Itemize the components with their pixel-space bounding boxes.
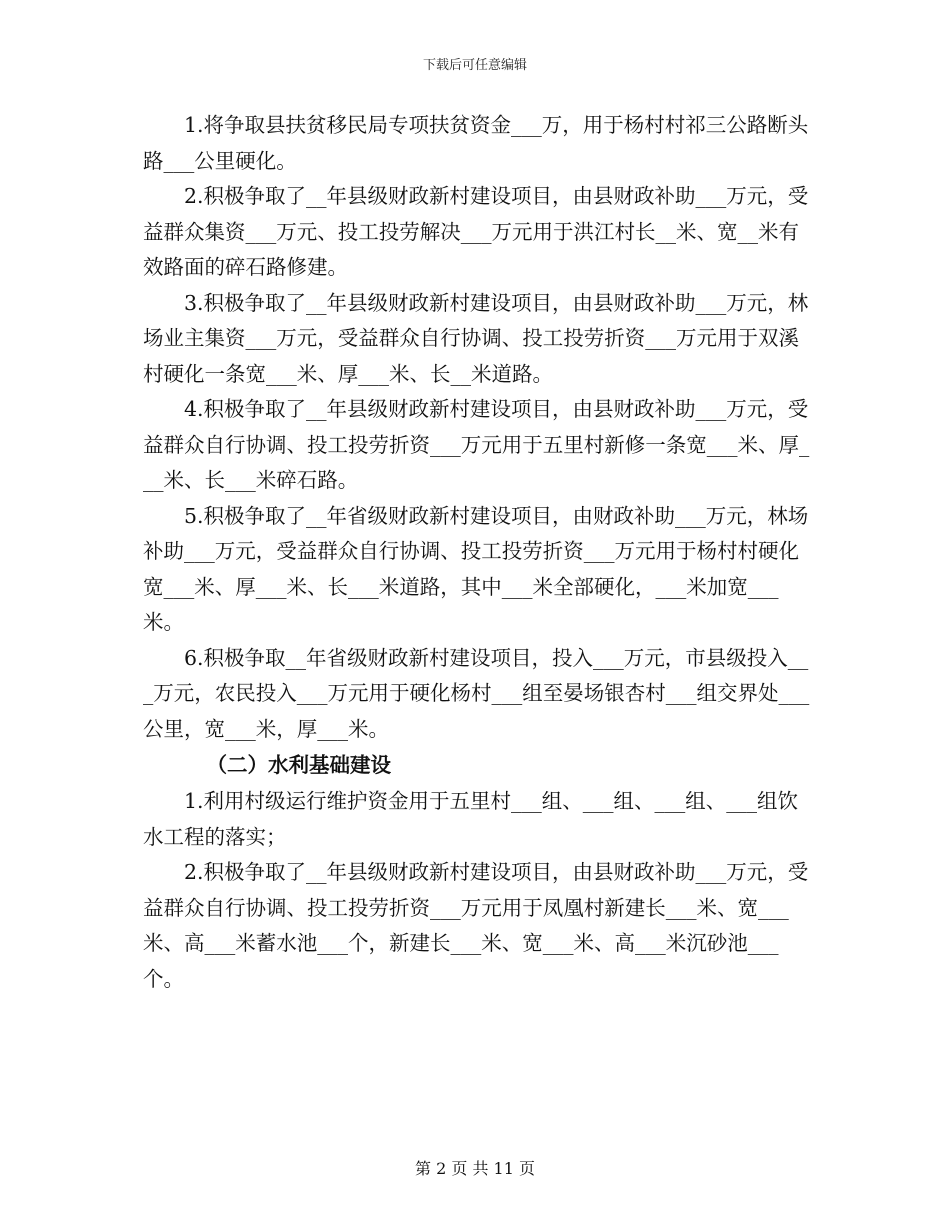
paragraph-road-4: 4.积极争取了__年县级财政新村建设项目，由县财政补助___万元，受益群众自行协调、投工投劳折资___万元用于五里村新修一条宽___米、厚___米、长___米碎石路。: [143, 397, 810, 492]
paragraph-road-2: 2.积极争取了__年县级财政新村建设项目，由县财政补助___万元，受益群众集资___万元、投工投劳解决___万元用于洪江村长__米、宽__米有效路面的碎石路修建。: [143, 184, 809, 279]
page-number: 第 2 页 共 11 页: [415, 1159, 535, 1178]
document-body: [143, 108, 815, 997]
paragraph-water-1: 1.利用村级运行维护资金用于五里村___组、___组、___组、___组饮水工程的落实；: [143, 789, 799, 849]
paragraph-road-3: 3.积极争取了__年县级财政新村建设项目，由县财政补助___万元，林场业主集资___万元，受益群众自行协调、投工投劳折资___万元用于双溪村硬化一条宽___米、厚___米、长__米道路。: [143, 290, 809, 386]
paragraph-road-1: 1.将争取县扶贫移民局专项扶贫资金___万，用于杨村村祁三公路断头路___公里硬化。: [143, 113, 809, 173]
section-title-water: （二）水利基础建设: [206, 753, 392, 777]
paragraph-road-5: 5.积极争取了__年省级财政新村建设项目，由财政补助___万元，林场补助___万元，受益群众自行协调、投工投劳折资___万元用于杨村村硬化宽___米、厚___米、长___米道路，其中___米全部硬化，___米加宽___米。: [143, 503, 809, 634]
header-note: 下载后可任意编辑: [422, 58, 527, 73]
paragraph-water-2: 2.积极争取了__年县级财政新村建设项目，由县财政补助___万元，受益群众自行协调、投工投劳折资___万元用于凤凰村新建长___米、宽___米、高___米蓄水池___个，新建长___米、宽___米、高___米沉砂池___个。: [143, 860, 809, 991]
paragraph-road-6: 6.积极争取__年省级财政新村建设项目，投入___万元，市县级投入___万元，农民投入___万元用于硬化杨村___组至晏场银杏村___组交界处___公里，宽___米，厚___米。: [143, 645, 810, 741]
